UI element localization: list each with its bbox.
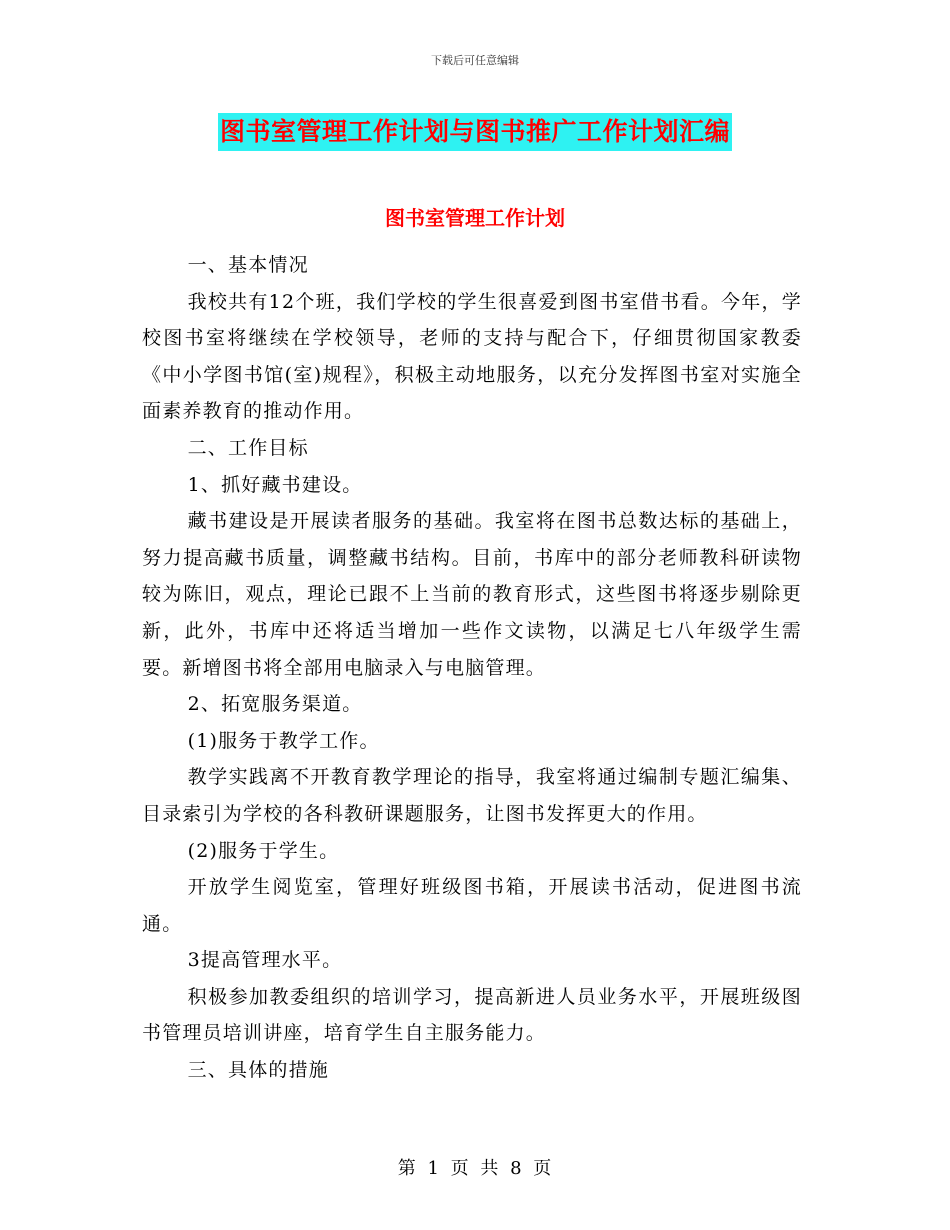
paragraph-serve-teaching: 教学实践离不开教育教学理论的指导，我室将通过编制专题汇编集、目录索引为学校的各科教研课题服务，让图书发挥更大的作用。	[142, 766, 802, 825]
heading-basic-situation: 一、基本情况	[187, 254, 309, 276]
page-footer: 第 1 页 共 8 页	[397, 1158, 553, 1179]
paragraph-serve-students: 开放学生阅览室，管理好班级图书箱，开展读书活动，促进图书流通。	[142, 876, 802, 935]
paragraph-basic-situation: 我校共有12个班，我们学校的学生很喜爱到图书室借书看。今年，学校图书室将继续在学校领导，老师的支持与配合下，仔细贯彻国家教委《中小学图书馆(室)规程》，积极主动地服务，以充分发挥图书室对实施全面素养教育的推动作用。	[142, 290, 802, 423]
document-title	[0, 110, 950, 151]
section-title: 图书室管理工作计划	[385, 206, 565, 230]
subheading-serve-teaching: (1)服务于教学工作。	[187, 729, 380, 752]
subheading-service-channels: 2、拓宽服务渠道。	[187, 693, 363, 716]
heading-measures: 三、具体的措施	[187, 1059, 329, 1082]
heading-work-goals: 二、工作目标	[187, 436, 309, 459]
header-note: 下载后可任意编辑	[431, 54, 519, 67]
paragraph-collection: 藏书建设是开展读者服务的基础。我室将在图书总数达标的基础上，努力提高藏书质量，调整藏书结构。目前，书库中的部分老师教科研读物较为陈旧，观点，理论已跟不上当前的教育形式，这些图书将逐步剔除更新，此外，书库中还将适当增加一些作文读物，以满足七八年级学生需要。新增图书将全部用电脑录入与电脑管理。	[142, 510, 802, 679]
paragraph-management-level: 积极参加教委组织的培训学习，提高新进人员业务水平，开展班级图书管理员培训讲座，培育学生自主服务能力。	[142, 985, 802, 1045]
subheading-management-level: 3提高管理水平。	[187, 949, 343, 972]
subheading-collection: 1、抓好藏书建设。	[187, 473, 363, 496]
document-body	[142, 247, 802, 1089]
document-title-text: 图书室管理工作计划与图书推广工作计划汇编	[218, 113, 732, 151]
subheading-serve-students: (2)服务于学生。	[187, 839, 340, 862]
